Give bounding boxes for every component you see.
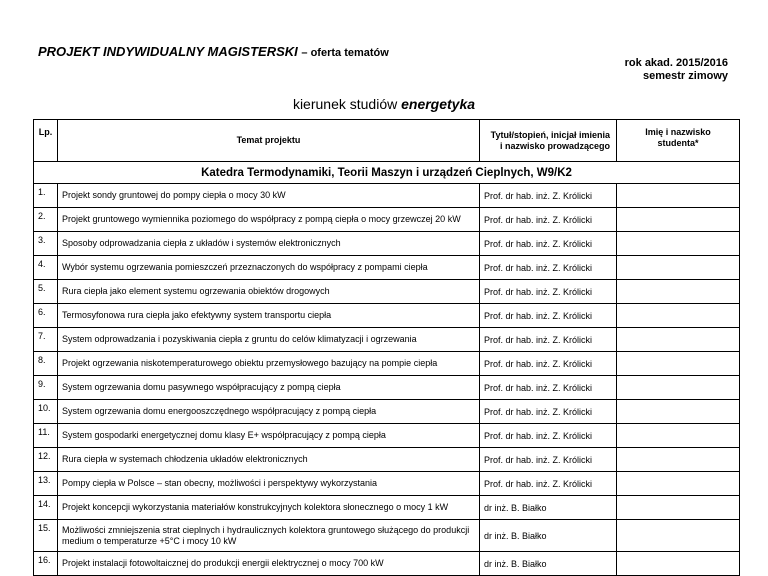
row-topic: Projekt gruntowego wymiennika poziomego do współpracy z pompą ciepła o mocy grzewczej 20 kW: [58, 208, 480, 232]
table-row: [34, 448, 740, 472]
title-sub: – oferta tematów: [301, 47, 389, 59]
row-number: 2.: [34, 208, 58, 232]
col-student-line2: studenta*: [657, 138, 699, 148]
row-student: [617, 304, 740, 328]
row-supervisor: dr inż. B. Białko: [480, 496, 617, 520]
table-row: [34, 208, 740, 232]
table-row: [34, 352, 740, 376]
field-name: energetyka: [401, 96, 476, 112]
row-number: 11.: [34, 424, 58, 448]
table-row: [34, 232, 740, 256]
table-row: [34, 472, 740, 496]
row-student: [617, 400, 740, 424]
row-student: [617, 184, 740, 208]
row-topic: Projekt ogrzewania niskotemperaturowego obiektu przemysłowego bazujący na pompie ciepła: [58, 352, 480, 376]
row-supervisor: dr inż. B. Białko: [480, 520, 617, 552]
row-supervisor: Prof. dr hab. inż. Z. Królicki: [480, 208, 617, 232]
row-supervisor: Prof. dr hab. inż. Z. Królicki: [480, 376, 617, 400]
row-student: [617, 328, 740, 352]
row-supervisor: Prof. dr hab. inż. Z. Królicki: [480, 232, 617, 256]
row-topic: Projekt instalacji fotowoltaicznej do produkcji energii elektrycznej o mocy 700 kW: [58, 552, 480, 576]
table-row: [34, 376, 740, 400]
table-row: [34, 328, 740, 352]
document-title: [38, 44, 389, 59]
row-student: [617, 256, 740, 280]
row-supervisor: Prof. dr hab. inż. Z. Królicki: [480, 328, 617, 352]
row-topic: Projekt sondy gruntowej do pompy ciepła o mocy 30 kW: [58, 184, 480, 208]
row-topic: System gospodarki energetycznej domu klasy E+ współpracujący z pompą ciepła: [58, 424, 480, 448]
table-row: [34, 280, 740, 304]
col-author-line2: i nazwisko prowadzącego: [499, 140, 610, 151]
row-topic: Wybór systemu ogrzewania pomieszczeń przeznaczonych do współpracy z pompami ciepła: [58, 256, 480, 280]
row-number: 10.: [34, 400, 58, 424]
row-student: [617, 552, 740, 576]
row-number: 8.: [34, 352, 58, 376]
row-number: 15.: [34, 520, 58, 552]
row-supervisor: Prof. dr hab. inż. Z. Królicki: [480, 256, 617, 280]
row-number: 12.: [34, 448, 58, 472]
row-topic: Sposoby odprowadzania ciepła z układów i systemów elektronicznych: [58, 232, 480, 256]
col-lp-header: Lp.: [34, 120, 58, 162]
row-supervisor: Prof. dr hab. inż. Z. Królicki: [480, 184, 617, 208]
row-supervisor: Prof. dr hab. inż. Z. Królicki: [480, 280, 617, 304]
row-number: 14.: [34, 496, 58, 520]
table-row: [34, 304, 740, 328]
row-topic: Możliwości zmniejszenia strat cieplnych i hydraulicznych kolektora gruntowego służącego do produkcji medium o temperaturze +5°C i mocy 10 kW: [58, 520, 480, 552]
row-supervisor: dr inż. B. Białko: [480, 552, 617, 576]
row-student: [617, 232, 740, 256]
row-number: 3.: [34, 232, 58, 256]
row-student: [617, 496, 740, 520]
row-topic: Rura ciepła w systemach chłodzenia układów elektronicznych: [58, 448, 480, 472]
row-topic: System ogrzewania domu energooszczędnego współpracujący z pompą ciepła: [58, 400, 480, 424]
row-student: [617, 376, 740, 400]
row-number: 16.: [34, 552, 58, 576]
table-row: [34, 424, 740, 448]
row-student: [617, 448, 740, 472]
row-topic: System ogrzewania domu pasywnego współpracujący z pompą ciepła: [58, 376, 480, 400]
row-number: 13.: [34, 472, 58, 496]
department-row: Katedra Termodynamiki, Teorii Maszyn i urządzeń Cieplnych, W9/K2: [34, 162, 740, 184]
row-supervisor: Prof. dr hab. inż. Z. Królicki: [480, 352, 617, 376]
title-main: PROJEKT INDYWIDUALNY MAGISTERSKI: [38, 44, 298, 59]
topics-table: [33, 119, 740, 576]
row-supervisor: Prof. dr hab. inż. Z. Królicki: [480, 472, 617, 496]
row-number: 6.: [34, 304, 58, 328]
table-row: [34, 496, 740, 520]
row-student: [617, 424, 740, 448]
row-supervisor: Prof. dr hab. inż. Z. Królicki: [480, 424, 617, 448]
row-number: 1.: [34, 184, 58, 208]
row-student: [617, 352, 740, 376]
table-row: [34, 520, 740, 552]
row-topic: Rura ciepła jako element systemu ogrzewania obiektów drogowych: [58, 280, 480, 304]
row-number: 4.: [34, 256, 58, 280]
row-student: [617, 520, 740, 552]
col-student-line1: Imię i nazwisko: [645, 127, 711, 137]
row-student: [617, 472, 740, 496]
col-student-header: [617, 120, 740, 162]
row-student: [617, 280, 740, 304]
row-number: 5.: [34, 280, 58, 304]
row-number: 9.: [34, 376, 58, 400]
row-number: 7.: [34, 328, 58, 352]
table-row: [34, 400, 740, 424]
table-row: [34, 552, 740, 576]
row-topic: Pompy ciepła w Polsce – stan obecny, możliwości i perspektywy wykorzystania: [58, 472, 480, 496]
col-author-line1: Tytuł/stopień, inicjał imienia: [490, 129, 610, 140]
semester: semestr zimowy: [643, 70, 728, 82]
academic-info: [625, 57, 728, 83]
row-supervisor: Prof. dr hab. inż. Z. Królicki: [480, 448, 617, 472]
row-topic: Projekt koncepcji wykorzystania materiałów konstrukcyjnych kolektora słonecznego o mocy 1 kW: [58, 496, 480, 520]
row-supervisor: Prof. dr hab. inż. Z. Królicki: [480, 304, 617, 328]
field-of-study: [0, 96, 768, 112]
field-prefix: kierunek studiów: [292, 96, 398, 112]
table-row: [34, 184, 740, 208]
academic-year: rok akad. 2015/2016: [624, 57, 728, 69]
col-topic-header: Temat projektu: [58, 120, 480, 162]
row-topic: Termosyfonowa rura ciepła jako efektywny system transportu ciepła: [58, 304, 480, 328]
table-row: [34, 256, 740, 280]
col-author-header: [480, 120, 617, 162]
row-supervisor: Prof. dr hab. inż. Z. Królicki: [480, 400, 617, 424]
row-student: [617, 208, 740, 232]
row-topic: System odprowadzania i pozyskiwania ciepła z gruntu do celów klimatyzacji i ogrzewania: [58, 328, 480, 352]
